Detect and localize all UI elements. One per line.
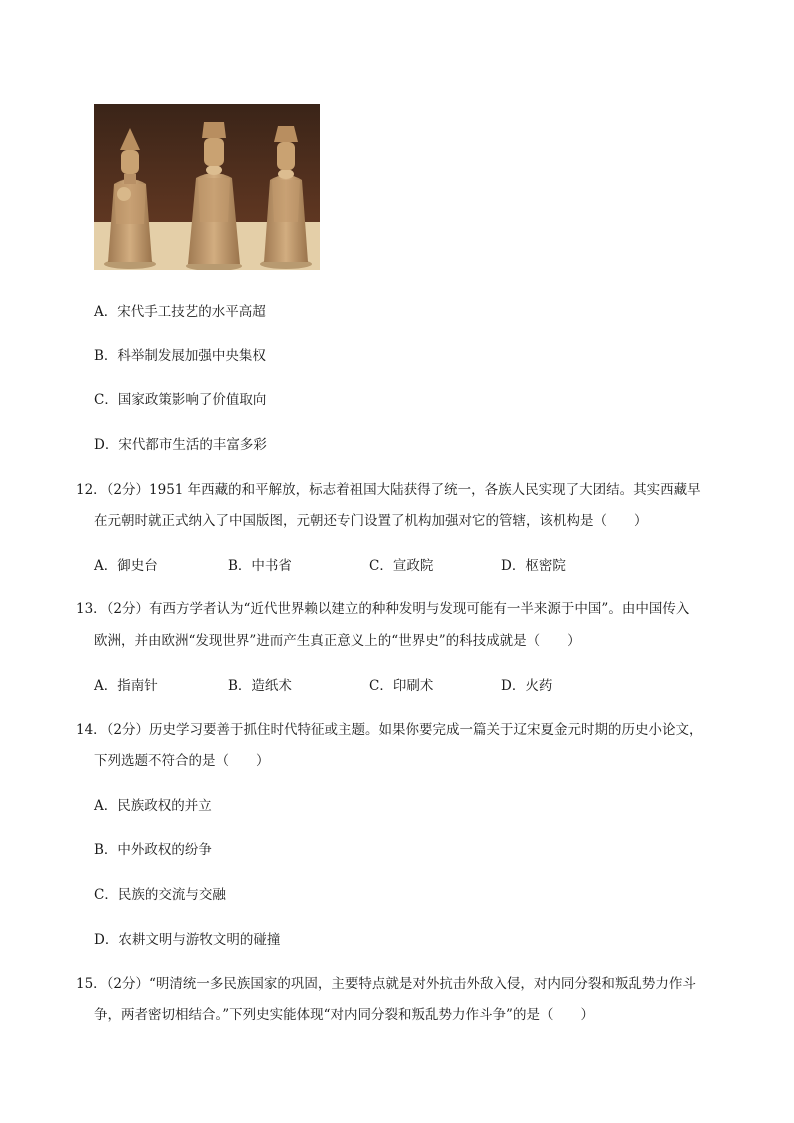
q12-option-b: B．中书省 (228, 558, 292, 574)
q14-option-c: C．民族的交流与交融 (94, 887, 226, 903)
q13-option-b: B．造纸术 (228, 678, 292, 694)
q11-option-a: A．宋代手工技艺的水平高超 (94, 304, 266, 320)
q14-stem-line1: 14．（2分）历史学习要善于抓住时代特征或主题。如果你要完成一篇关于辽宋夏金元时期的历史小论文， (76, 722, 703, 738)
q11-option-b: B．科举制发展加强中央集权 (94, 348, 266, 364)
q15-stem-line2: 争，两者密切相结合。”下列史实能体现“对内同分裂和叛乱势力作斗争”的是（ ） (94, 1007, 594, 1023)
q13-option-c: C．印刷术 (369, 678, 434, 694)
q13-stem-line1: 13．（2分）有西方学者认为“近代世界赖以建立的种种发明与发现可能有一半来源于中国”。由中国传入 (76, 601, 690, 617)
q14-stem-line2: 下列选题不符合的是（ ） (94, 753, 270, 769)
q11-option-d: D．宋代都市生活的丰富多彩 (94, 437, 267, 453)
q12-option-a: A．御史台 (94, 558, 158, 574)
q13-stem-line2: 欧洲，并由欧洲“发现世界”进而产生真正意义上的“世界史”的科技成就是（ ） (94, 633, 581, 649)
q13-option-a: A．指南针 (94, 678, 158, 694)
q12-option-c: C．宣政院 (369, 558, 434, 574)
q12-stem-line2: 在元朝时就正式纳入了中国版图，元朝还专门设置了机构加强对它的管辖，该机构是（ ） (94, 513, 648, 529)
q14-option-a: A．民族政权的并立 (94, 798, 212, 814)
q12-stem-line1: 12．（2分）1951 年西藏的和平解放，标志着祖国大陆获得了统一，各族人民实现了大团结。其实西藏早 (76, 482, 701, 498)
q14-option-b: B．中外政权的纷争 (94, 842, 212, 858)
q15-stem-line1: 15．（2分）“明清统一多民族国家的巩固，主要特点就是对外抗击外敌入侵，对内同分裂和叛乱势力作斗 (76, 976, 696, 992)
q13-option-d: D．火药 (501, 678, 553, 694)
q11-option-c: C．国家政策影响了价值取向 (94, 392, 267, 408)
q14-option-d: D．农耕文明与游牧文明的碰撞 (94, 932, 281, 948)
q12-option-d: D．枢密院 (501, 558, 566, 574)
figurines-photo (94, 104, 320, 270)
